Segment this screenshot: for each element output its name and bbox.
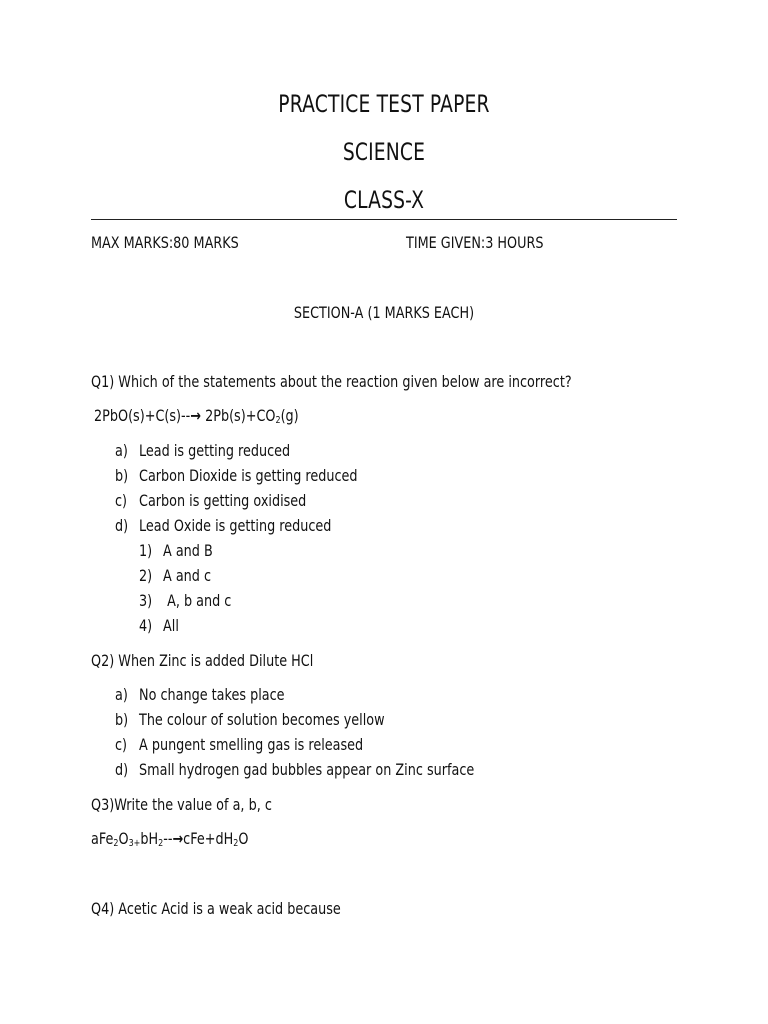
list-text: No change takes place	[139, 685, 285, 704]
max-marks: MAX MARKS:80 MARKS	[91, 233, 239, 252]
list-item	[115, 735, 363, 754]
subscript: 3+	[128, 838, 141, 849]
list-text: Lead Oxide is getting reduced	[139, 516, 332, 535]
option-item	[139, 591, 231, 610]
list-marker: c)	[115, 491, 128, 510]
equation-part: O	[118, 829, 129, 848]
subscript: 2	[113, 838, 119, 849]
q4-question: Q4) Acetic Acid is a weak acid because	[91, 899, 341, 918]
list-marker: d)	[115, 516, 129, 535]
q3-question: Q3)Write the value of a, b, c	[91, 795, 272, 814]
option-text: A, b and c	[163, 591, 232, 610]
subject-title: SCIENCE	[342, 138, 426, 166]
list-text: Small hydrogen gad bubbles appear on Zinc surface	[139, 760, 475, 779]
section-heading: SECTION-A (1 MARKS EACH)	[293, 303, 475, 322]
equation-right-state: (g)	[280, 406, 299, 425]
header-divider	[91, 219, 677, 220]
equation-part: --	[163, 829, 173, 848]
list-marker: a)	[115, 441, 128, 460]
arrow-icon: →	[190, 406, 201, 425]
list-item	[115, 491, 306, 510]
equation-part: bH	[140, 829, 159, 848]
list-marker: b)	[115, 466, 129, 485]
list-text: Carbon Dioxide is getting reduced	[139, 466, 358, 485]
equation-part: O	[238, 829, 249, 848]
list-item	[115, 466, 358, 485]
option-marker: 1)	[139, 541, 153, 560]
arrow-icon: →	[172, 829, 184, 848]
equation-left: 2PbO(s)+C(s)--	[94, 406, 191, 425]
list-text: Carbon is getting oxidised	[139, 491, 307, 510]
option-marker: 3)	[139, 591, 153, 610]
equation-part: aFe	[91, 829, 114, 848]
list-item	[115, 710, 385, 729]
list-item	[115, 685, 285, 704]
list-marker: c)	[115, 735, 128, 754]
option-text: All	[163, 616, 179, 635]
list-item	[115, 760, 474, 779]
q2-question: Q2) When Zinc is added Dilute HCl	[91, 651, 314, 670]
list-marker: a)	[115, 685, 128, 704]
list-text: Lead is getting reduced	[139, 441, 291, 460]
option-item	[139, 566, 211, 585]
list-item	[115, 441, 290, 460]
list-item	[115, 516, 331, 535]
q1-equation	[94, 406, 299, 425]
list-text: A pungent smelling gas is released	[139, 735, 364, 754]
q1-question: Q1) Which of the statements about the reaction given below are incorrect?	[91, 372, 572, 391]
subscript: 2	[233, 838, 239, 849]
subscript: 2	[275, 415, 281, 426]
list-marker: b)	[115, 710, 129, 729]
option-marker: 2)	[139, 566, 153, 585]
time-given: TIME GIVEN:3 HOURS	[406, 233, 544, 252]
option-text: A and B	[163, 541, 213, 560]
equation-right: 2Pb(s)+CO	[205, 406, 276, 425]
q3-equation	[91, 829, 248, 848]
option-marker: 4)	[139, 616, 153, 635]
class-title: CLASS-X	[343, 186, 425, 214]
subscript: 2	[158, 838, 164, 849]
paper-title: PRACTICE TEST PAPER	[278, 90, 490, 118]
option-item	[139, 616, 179, 635]
list-text: The colour of solution becomes yellow	[139, 710, 385, 729]
option-text: A and c	[163, 566, 212, 585]
list-marker: d)	[115, 760, 129, 779]
equation-part: cFe+dH	[183, 829, 234, 848]
option-item	[139, 541, 213, 560]
